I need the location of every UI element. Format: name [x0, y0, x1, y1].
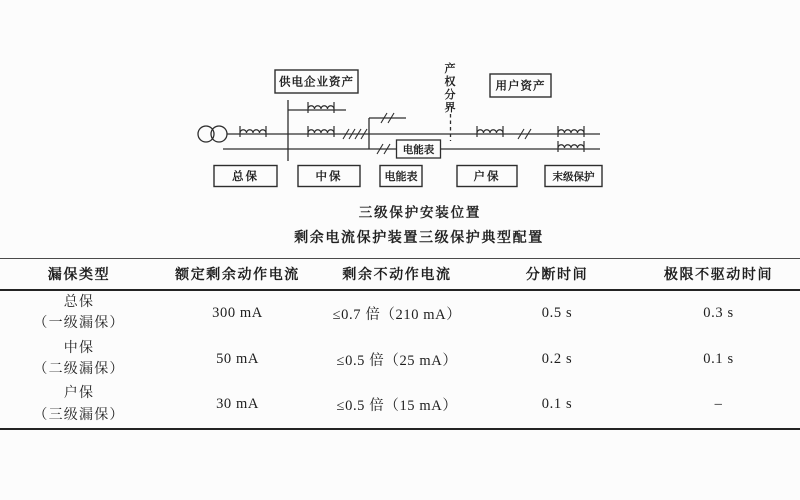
type-name: 户保	[63, 386, 95, 402]
cell-leakage-type	[0, 383, 158, 426]
final-stage-coil-upper	[558, 126, 584, 137]
table-row	[0, 291, 800, 337]
final-stage-coil-lower	[558, 141, 584, 152]
cell-limit-time: 0.1 s	[703, 350, 734, 367]
cell-non-action-current: ≤0.7 倍（210 mA）	[332, 306, 462, 323]
cell-break-time: 0.5 s	[541, 304, 573, 321]
header-rated-current: 额定剩余动作电流	[175, 267, 300, 283]
hubao-coil	[477, 126, 503, 137]
zongbao-coil	[240, 126, 266, 137]
final-stage-label: 末级保护	[552, 172, 595, 183]
zongbao-label: 总保	[232, 171, 259, 183]
cell-rated-current: 300 mA	[212, 304, 263, 321]
table-row	[0, 336, 800, 382]
diagram-caption: 三级保护安装位置	[358, 205, 482, 220]
zongbao-box	[214, 166, 277, 187]
cell-rated-current: 50 mA	[216, 350, 259, 367]
boundary-char: 分	[444, 89, 456, 101]
cell-leakage-type	[0, 338, 158, 381]
header-non-action-current: 剩余不动作电流	[342, 267, 452, 283]
supply-assets-box	[275, 70, 358, 93]
type-subname: （一级漏保）	[33, 316, 125, 332]
type-name: 总保	[63, 294, 95, 310]
header-break-time: 分断时间	[525, 267, 589, 283]
cell-break-time: 0.2 s	[541, 350, 573, 367]
zhongbao-label: 中保	[315, 171, 343, 183]
header-limit-time: 极限不驱动时间	[663, 267, 774, 283]
zhongbao-box	[298, 166, 360, 187]
table-title: 剩余电流保护装置三级保护典型配置	[294, 231, 544, 246]
energy-meter-inline-box	[397, 140, 441, 158]
user-assets-box	[490, 74, 551, 97]
bottom-label-row	[214, 166, 602, 187]
cell-rated-current: 30 mA	[216, 396, 259, 413]
energy-meter-inline-label: 电能表	[402, 144, 435, 156]
cell-non-action-current: ≤0.5 倍（15 mA）	[336, 398, 458, 415]
table-header-row	[0, 259, 800, 291]
zhongbao-branch-coil	[308, 102, 334, 113]
cell-non-action-current: ≤0.5 倍（25 mA）	[336, 352, 458, 369]
energy-meter-label: 电能表	[384, 171, 418, 183]
three-level-protection-diagram	[0, 0, 800, 198]
cell-leakage-type	[0, 292, 158, 335]
user-assets-label: 用户资产	[495, 80, 546, 93]
transformer-icon	[198, 126, 227, 142]
type-subname: （二级漏保）	[33, 362, 125, 378]
boundary-char: 界	[444, 102, 456, 114]
hubao-label: 户保	[473, 171, 501, 183]
boundary-char: 产	[444, 63, 456, 75]
boundary-char: 权	[444, 76, 456, 88]
energy-meter-box	[380, 166, 422, 187]
busbar-line	[288, 100, 346, 161]
supply-assets-label: 供电企业资产	[279, 76, 354, 89]
header-leakage-type: 漏保类型	[47, 267, 111, 283]
protection-config-table	[0, 258, 800, 430]
type-name: 中保	[63, 340, 95, 356]
cell-break-time: 0.1 s	[541, 396, 573, 413]
cell-limit-time: 0.3 s	[703, 304, 734, 321]
cell-limit-time: –	[714, 396, 723, 413]
hubao-box	[457, 166, 517, 187]
final-stage-box	[545, 166, 602, 187]
property-boundary-label	[445, 61, 457, 114]
zhongbao-coil	[308, 126, 334, 137]
table-row	[0, 382, 800, 428]
type-subname: （三级漏保）	[33, 407, 125, 423]
